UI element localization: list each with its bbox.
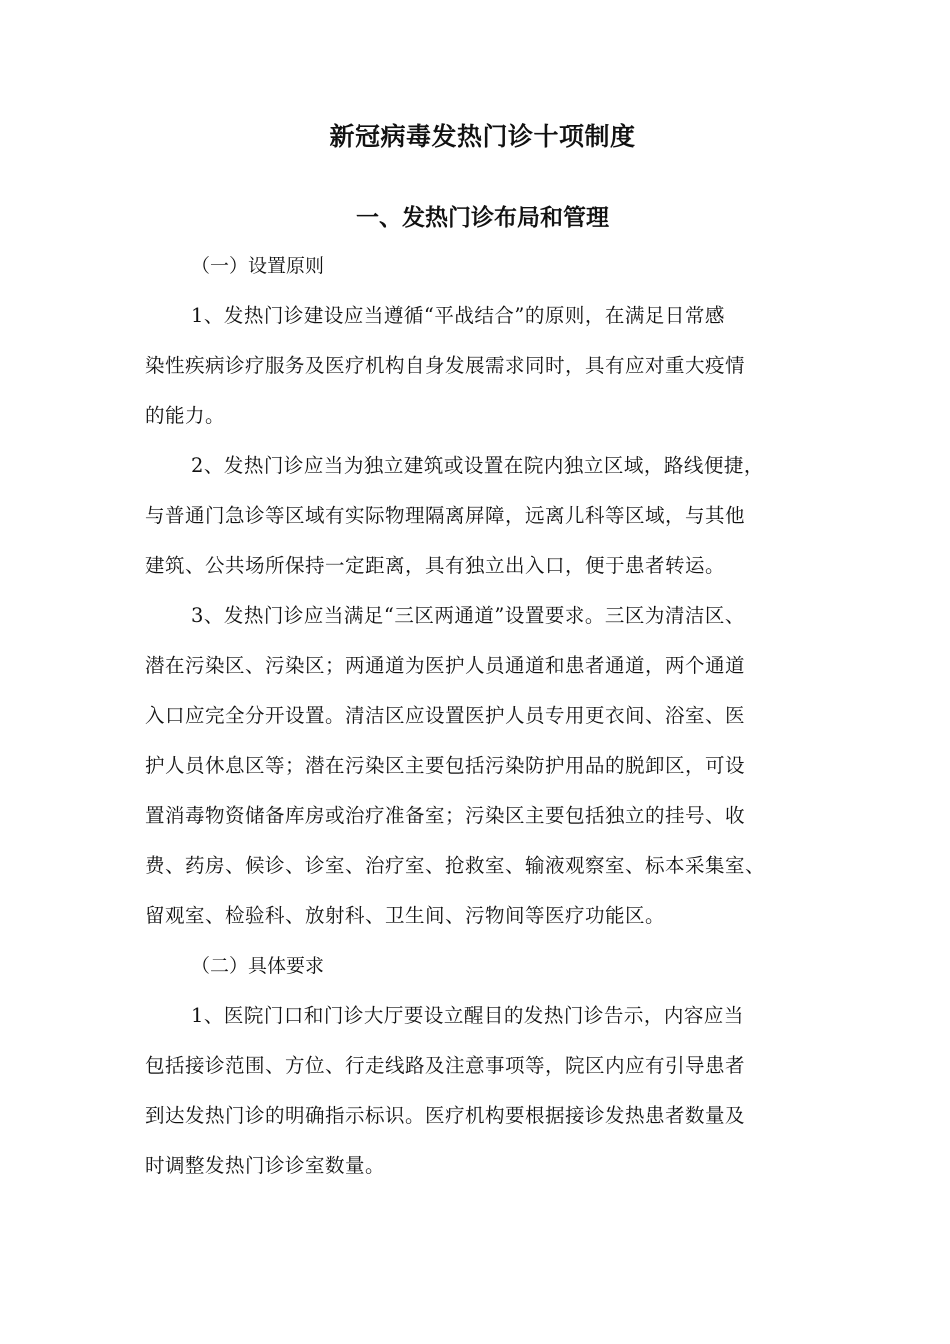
paragraph-line: 时调整发热门诊诊室数量。 — [145, 1154, 386, 1177]
paragraph-line: 1、发热门诊建设应当遵循“平战结合”的原则，在满足日常感 — [191, 304, 725, 327]
paragraph-line: 费、药房、候诊、诊室、治疗室、抢救室、输液观察室、标本采集室、 — [145, 854, 766, 877]
paragraph-line: 的能力。 — [145, 404, 226, 427]
subsection-heading-requirements: （二）具体要求 — [191, 955, 325, 977]
paragraph-line: 留观室、检验科、放射科、卫生间、污物间等医疗功能区。 — [145, 904, 666, 927]
paragraph — [145, 991, 820, 1191]
paragraph-line: 入口应完全分开设置。清洁区应设置医护人员专用更衣间、浴室、医 — [145, 704, 746, 727]
paragraph-line: 包括接诊范围、方位、行走线路及注意事项等，院区内应有引导患者 — [145, 1054, 746, 1077]
paragraph-line: 染性疾病诊疗服务及医疗机构自身发展需求同时，具有应对重大疫情 — [145, 354, 746, 377]
paragraph-line: 到达发热门诊的明确指示标识。医疗机构要根据接诊发热患者数量及 — [145, 1104, 746, 1127]
document-body — [145, 114, 820, 1191]
paragraph-line: 置消毒物资储备库房或治疗准备室；污染区主要包括独立的挂号、收 — [145, 804, 746, 827]
paragraph — [145, 591, 820, 941]
paragraph-line: 护人员休息区等；潜在污染区主要包括污染防护用品的脱卸区，可设 — [145, 754, 746, 777]
paragraph-line: 潜在污染区、污染区；两通道为医护人员通道和患者通道，两个通道 — [145, 654, 746, 677]
subsection-heading-principles: （一）设置原则 — [191, 255, 325, 277]
paragraph-line: 1、医院门口和门诊大厅要设立醒目的发热门诊告示，内容应当 — [191, 1004, 744, 1027]
section-title: 一、发热门诊布局和管理 — [356, 205, 609, 231]
paragraph-line: 建筑、公共场所保持一定距离，具有独立出入口，便于患者转运。 — [145, 554, 726, 577]
paragraph — [145, 441, 820, 591]
paragraph-line: 与普通门急诊等区域有实际物理隔离屏障，远离儿科等区域，与其他 — [145, 504, 746, 527]
document-title: 新冠病毒发热门诊十项制度 — [329, 122, 636, 151]
paragraph-line: 3、发热门诊应当满足“三区两通道”设置要求。三区为清洁区、 — [191, 604, 745, 627]
paragraph — [145, 291, 820, 441]
paragraph-line: 2、发热门诊应当为独立建筑或设置在院内独立区域，路线便捷， — [191, 454, 764, 477]
